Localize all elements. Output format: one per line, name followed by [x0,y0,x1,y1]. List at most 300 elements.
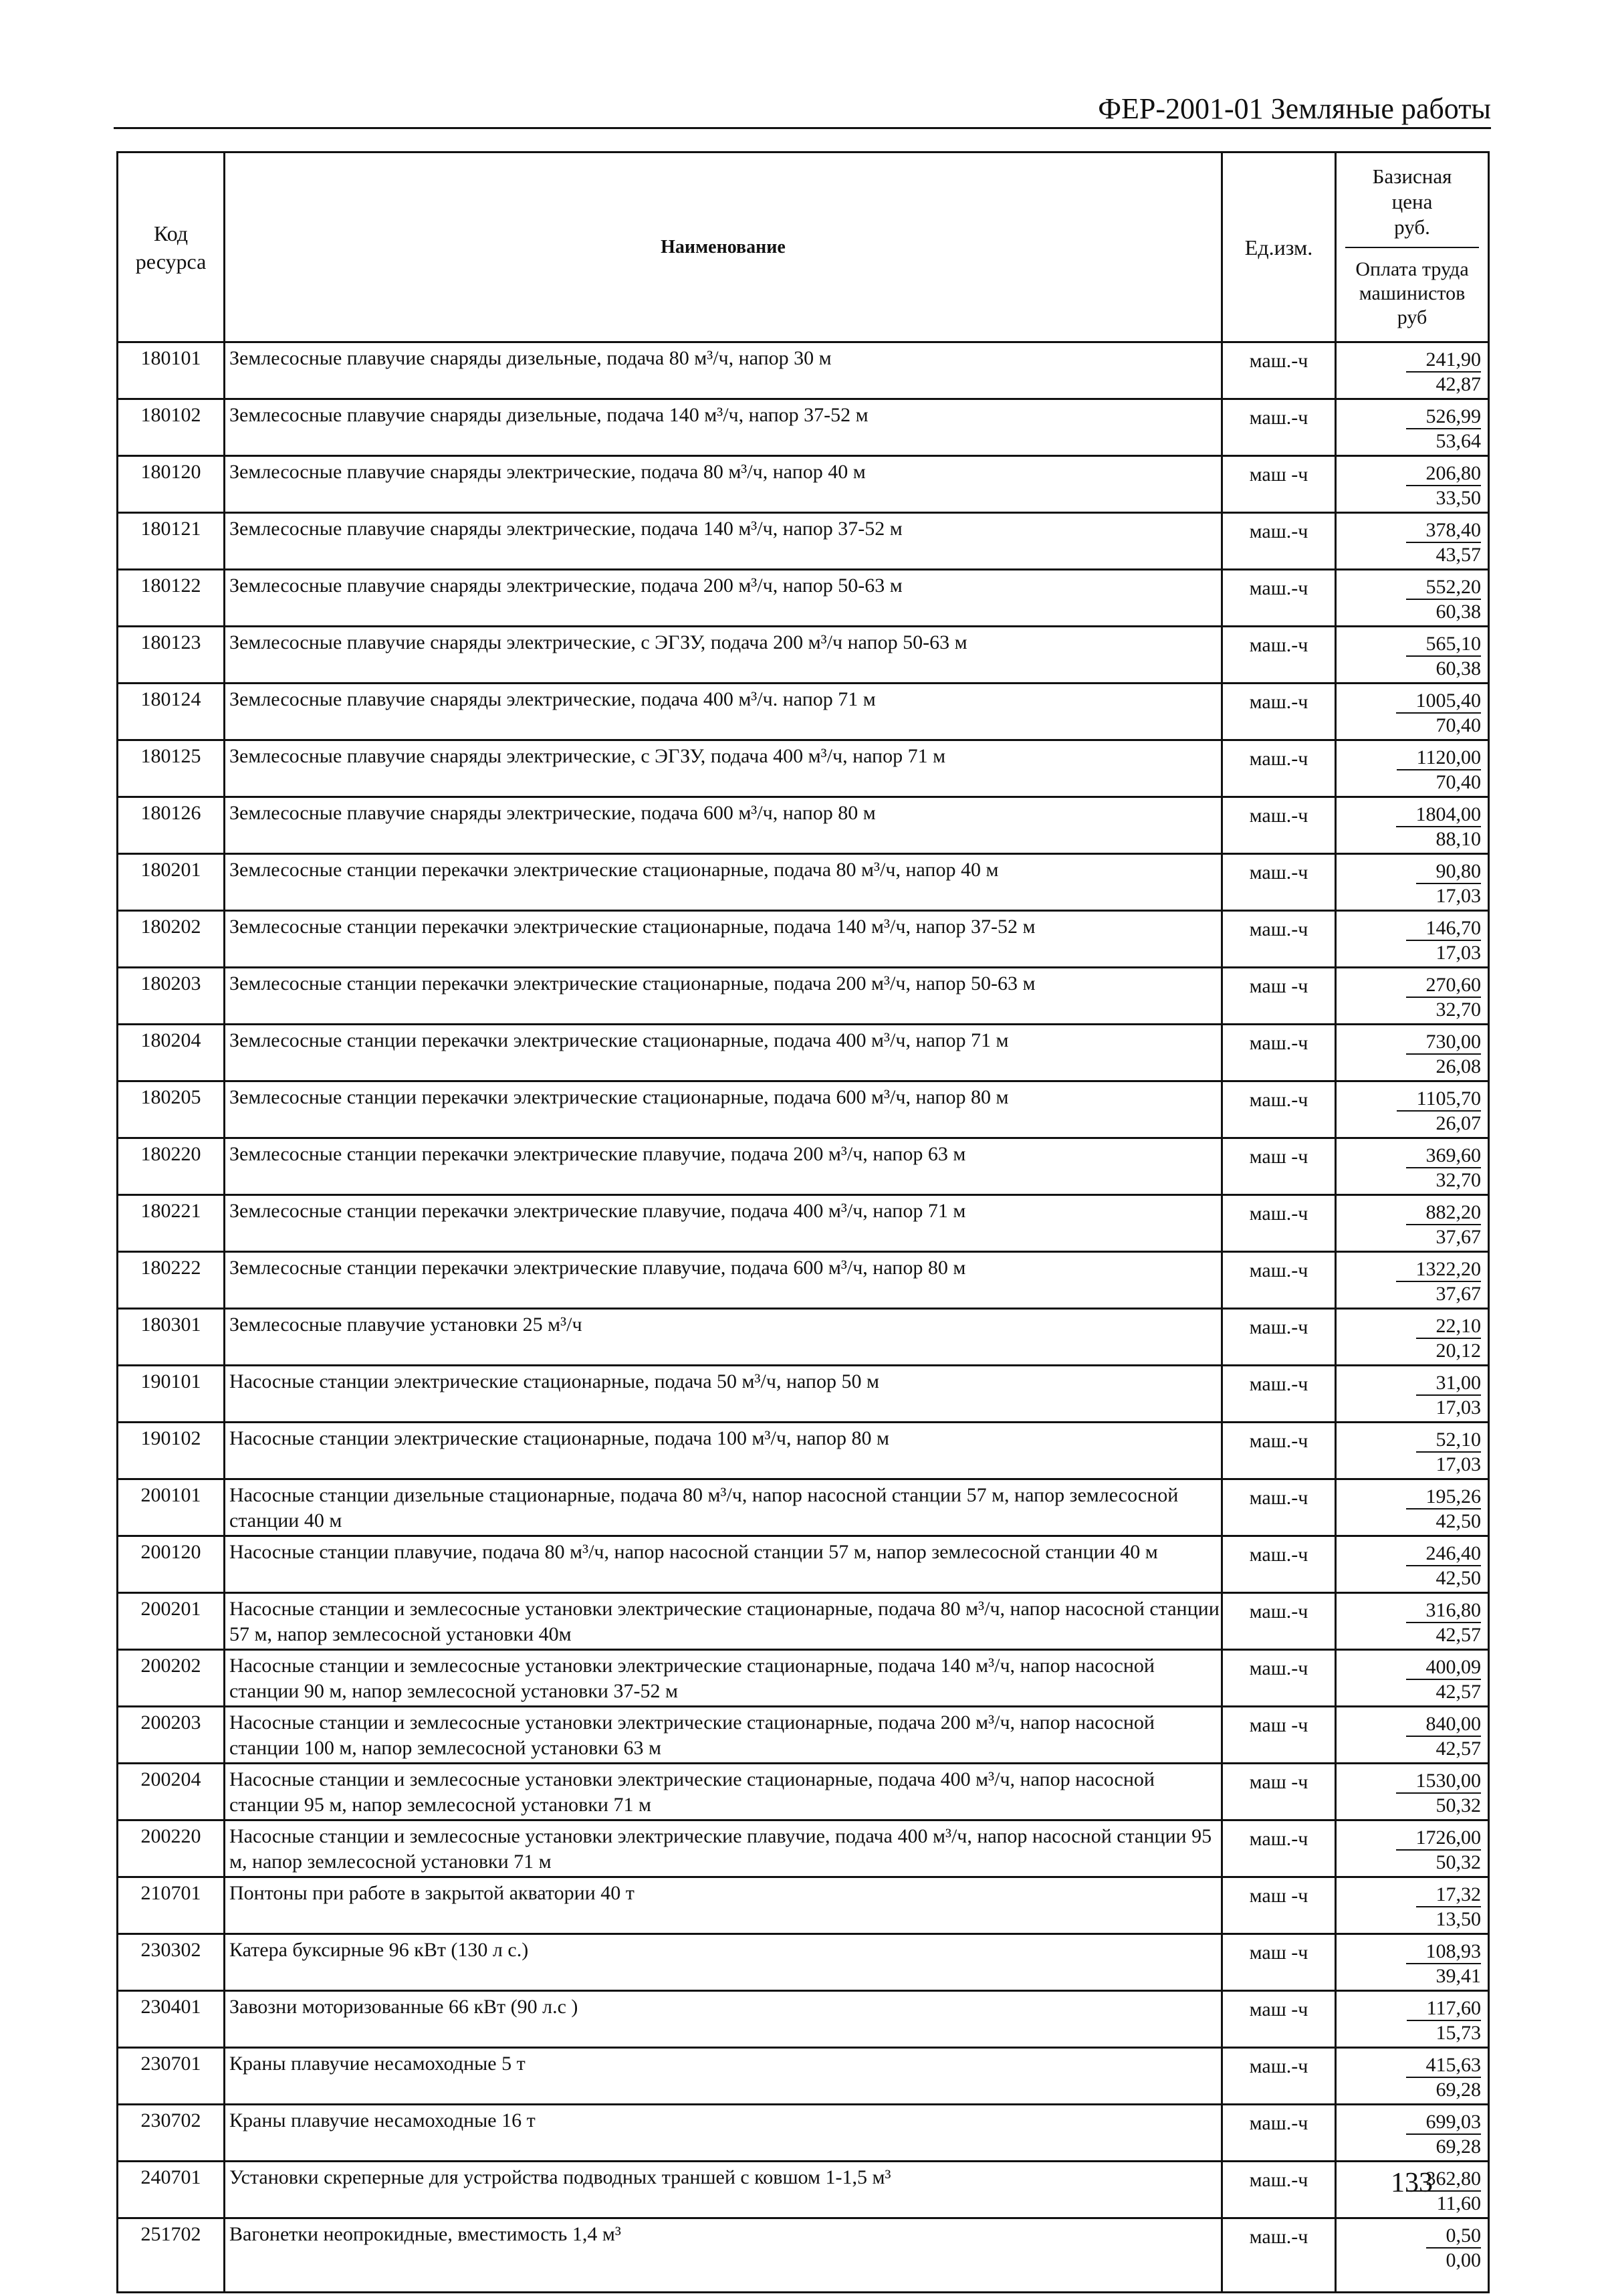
price-cell [1336,1366,1489,1423]
operator-wage-value: 42,50 [1436,1567,1481,1589]
resource-code-cell [118,968,225,1025]
resource-name: Краны плавучие несамоходные 16 т [229,2109,536,2131]
unit-cell [1222,1366,1336,1423]
unit-cell [1222,570,1336,627]
resource-name-cell [225,1309,1222,1366]
resource-name-cell [225,2105,1222,2162]
resource-code: 200120 [140,1541,201,1563]
resource-code-cell [118,1593,225,1650]
unit-header-label: Ед.изм. [1244,235,1313,259]
table-row [118,570,1489,627]
base-price-value: 882,20 [1406,1201,1482,1225]
unit-cell [1222,2105,1336,2162]
resource-code-cell [118,911,225,968]
price-cell [1336,1309,1489,1366]
operator-wage-value: 20,12 [1436,1340,1481,1362]
base-price-value: 316,80 [1406,1599,1482,1623]
price-cell [1336,1877,1489,1934]
header-rule [114,127,1491,129]
table-row [118,1309,1489,1366]
price-cell [1336,1650,1489,1707]
operator-wage-value: 70,40 [1436,714,1481,736]
table-row [118,1138,1489,1195]
unit-cell [1222,1764,1336,1820]
unit-cell [1222,740,1336,797]
resource-code-cell [118,740,225,797]
operator-wage-value: 37,67 [1436,1226,1481,1248]
table-row [118,1707,1489,1764]
resource-code-cell [118,1877,225,1934]
unit-cell [1222,513,1336,570]
unit-cell [1222,456,1336,513]
resource-code-cell [118,1934,225,1991]
resource-code-cell [118,456,225,513]
price-cell [1336,342,1489,399]
table-row [118,1479,1489,1536]
resource-name-cell [225,1877,1222,1934]
operator-wage-value: 32,70 [1436,1169,1481,1191]
unit-value: маш.-ч [1249,2226,1308,2248]
price-header-line3: руб. [1394,215,1430,239]
price-cell [1336,1025,1489,1081]
operator-wage-value: 26,07 [1436,1112,1481,1134]
resource-code-cell [118,1820,225,1877]
operator-wage-value: 50,32 [1436,1851,1481,1873]
resource-code-cell [118,854,225,911]
resource-code: 180120 [140,461,201,483]
base-price-value: 108,93 [1406,1940,1482,1964]
unit-value: маш.-ч [1249,918,1308,940]
operator-wage-value: 39,41 [1436,1965,1481,1987]
base-price-value: 31,00 [1416,1372,1482,1396]
resource-name-cell [225,1081,1222,1138]
price-header-line1: Базисная [1372,165,1452,188]
resource-name: Насосные станции и землесосные установки электрические плавучие, подача 400 м³/ч, напор насосной станции 95 м, напор землесосной установки 71 м [229,1825,1212,1873]
resource-name: Понтоны при работе в закрытой акватории 40 т [229,1882,635,1904]
table-row [118,1025,1489,1081]
operator-wage-value: 60,38 [1436,657,1481,680]
base-price-value: 526,99 [1406,405,1482,429]
column-header-price [1336,152,1489,342]
resource-name: Установки скреперные для устройства подводных траншей с ковшом 1-1,5 м³ [229,2166,891,2188]
base-price-value: 241,90 [1406,348,1482,373]
unit-cell [1222,797,1336,854]
base-price-value: 1726,00 [1396,1827,1482,1851]
resource-code: 180221 [140,1200,201,1222]
resource-code-cell [118,1366,225,1423]
resource-name: Насосные станции и землесосные установки электрические стационарные, подача 80 м³/ч, напор насосной станции 57 м, напор землесосной установки 40м [229,1598,1220,1645]
price-cell [1336,1138,1489,1195]
table-row [118,1423,1489,1479]
price-cell [1336,2105,1489,2162]
unit-cell [1222,2218,1336,2293]
resource-name-cell [225,1536,1222,1593]
table-row [118,968,1489,1025]
base-price-value: 1322,20 [1396,1258,1482,1282]
resource-name-cell [225,968,1222,1025]
base-price-value: 52,10 [1416,1429,1482,1453]
resource-name-cell [225,2048,1222,2105]
resource-code-cell [118,797,225,854]
resource-name-cell [225,1650,1222,1707]
resource-name-cell [225,1707,1222,1764]
column-header-name [225,152,1222,342]
base-price-value: 1804,00 [1396,803,1482,827]
unit-cell [1222,1593,1336,1650]
base-price-value: 1120,00 [1397,746,1481,770]
table-row [118,399,1489,456]
unit-cell [1222,911,1336,968]
operator-wage-value: 69,28 [1436,2079,1481,2101]
unit-value: маш -ч [1249,975,1308,997]
resource-code-cell [118,1423,225,1479]
resource-code: 180222 [140,1257,201,1279]
unit-value: маш.-ч [1249,2169,1308,2191]
unit-cell [1222,2162,1336,2218]
code-header-line2: ресурса [135,249,207,274]
resource-name-cell [225,1025,1222,1081]
table-row [118,513,1489,570]
unit-value: маш.-ч [1249,1032,1308,1054]
resource-code-cell [118,2162,225,2218]
price-cell [1336,1593,1489,1650]
operator-wage-value: 42,57 [1436,1681,1481,1703]
operator-wage-value: 26,08 [1436,1055,1481,1077]
resource-name-cell [225,1764,1222,1820]
unit-cell [1222,1081,1336,1138]
base-price-value: 206,80 [1406,462,1482,486]
resource-name: Землесосные плавучие снаряды электрические, с ЭГЗУ, подача 400 м³/ч, напор 71 м [229,745,946,767]
resource-code-cell [118,1536,225,1593]
resource-code-cell [118,627,225,684]
resource-code: 180203 [140,972,201,995]
code-header-line1: Код [153,221,189,245]
table-row [118,2218,1489,2293]
resource-price-table [116,151,1490,2293]
unit-value: маш.-ч [1249,1259,1308,1281]
resource-code: 200220 [140,1825,201,1847]
price-cell [1336,1081,1489,1138]
resource-name-cell [225,399,1222,456]
resource-code-cell [118,1650,225,1707]
resource-name: Землесосные станции перекачки электрические стационарные, подача 200 м³/ч, напор 50-63 м [229,972,1036,995]
resource-name-cell [225,1934,1222,1991]
table-header-row [118,152,1489,342]
unit-cell [1222,399,1336,456]
unit-value: маш.-ч [1249,577,1308,599]
resource-code: 210701 [140,1882,201,1904]
resource-code: 180301 [140,1314,201,1336]
unit-value: маш.-ч [1249,1089,1308,1111]
unit-value: маш.-ч [1249,1828,1308,1850]
resource-name: Землесосные плавучие снаряды дизельные, подача 140 м³/ч, напор 37-52 м [229,404,869,426]
operator-wage-value: 0,00 [1446,2249,1481,2271]
resource-name: Землесосные плавучие снаряды электрические, подача 400 м³/ч. напор 71 м [229,688,876,710]
price-cell [1336,1820,1489,1877]
price-cell [1336,1536,1489,1593]
unit-cell [1222,1820,1336,1877]
resource-code: 200203 [140,1711,201,1734]
operator-wage-value: 17,03 [1436,942,1481,964]
table-row [118,1252,1489,1309]
resource-code: 180204 [140,1029,201,1051]
operator-wage-value: 37,67 [1436,1283,1481,1305]
base-price-value: 146,70 [1406,917,1482,941]
unit-value: маш -ч [1249,1885,1308,1907]
operator-wage-value: 13,50 [1436,1908,1481,1930]
resource-name: Землесосные плавучие снаряды электрические, подача 140 м³/ч, напор 37-52 м [229,518,903,540]
operator-wage-value: 53,64 [1436,430,1481,452]
resource-name-cell [225,342,1222,399]
price-cell [1336,1195,1489,1252]
resource-name: Землесосные плавучие снаряды электрические, с ЭГЗУ, подача 200 м³/ч напор 50-63 м [229,631,967,653]
unit-cell [1222,684,1336,740]
unit-cell [1222,1479,1336,1536]
resource-name: Насосные станции электрические стационарные, подача 100 м³/ч, напор 80 м [229,1427,889,1449]
price-header-divider [1345,247,1479,248]
unit-cell [1222,1423,1336,1479]
resource-name: Насосные станции и землесосные установки электрические стационарные, подача 200 м³/ч, напор насосной станции 100 м, напор землесосной установки 63 м [229,1711,1155,1759]
resource-code: 200101 [140,1484,201,1506]
unit-value: маш.-ч [1249,1544,1308,1566]
resource-name-cell [225,456,1222,513]
unit-cell [1222,854,1336,911]
table-row [118,1877,1489,1934]
resource-code: 200201 [140,1598,201,1620]
table-row [118,1081,1489,1138]
base-price-value: 730,00 [1406,1031,1482,1055]
table-row [118,1593,1489,1650]
price-cell [1336,968,1489,1025]
price-header-line2: цена [1391,190,1433,213]
unit-value: маш.-ч [1249,861,1308,883]
resource-code: 180205 [140,1086,201,1108]
unit-value: маш.-ч [1249,1430,1308,1452]
resource-code-cell [118,399,225,456]
resource-name-cell [225,684,1222,740]
unit-value: маш.-ч [1249,1316,1308,1338]
table-row [118,456,1489,513]
resource-name-cell [225,1138,1222,1195]
base-price-value: 0,50 [1426,2224,1482,2249]
resource-name: Землесосные станции перекачки электрические плавучие, подача 600 м³/ч, напор 80 м [229,1257,966,1279]
base-price-value: 17,32 [1416,1883,1482,1907]
resource-name: Землесосные плавучие снаряды электрические, подача 200 м³/ч, напор 50-63 м [229,575,903,597]
resource-name: Насосные станции дизельные стационарные, подача 80 м³/ч, напор насосной станции 57 м, напор землесосной станции 40 м [229,1484,1179,1532]
wage-header-line2: машинистов [1359,282,1466,304]
base-price-value: 22,10 [1416,1315,1482,1339]
unit-value: маш.-ч [1249,634,1308,656]
table-row [118,627,1489,684]
price-cell [1336,2048,1489,2105]
operator-wage-value: 17,03 [1436,1396,1481,1419]
unit-value: маш.-ч [1249,407,1308,429]
resource-code: 230701 [140,2053,201,2075]
unit-cell [1222,1991,1336,2048]
unit-value: маш -ч [1249,1998,1308,2020]
base-price-value: 270,60 [1406,974,1482,998]
resource-code-cell [118,1081,225,1138]
resource-code: 230401 [140,1996,201,2018]
wage-header-line1: Оплата труда [1355,258,1469,280]
table-row [118,2105,1489,2162]
resource-name-cell [225,1366,1222,1423]
resource-code-cell [118,1252,225,1309]
table-row [118,854,1489,911]
resource-name: Завозни моторизованные 66 кВт (90 л.с ) [229,1996,578,2018]
resource-code: 180202 [140,916,201,938]
resource-name-cell [225,513,1222,570]
resource-code-cell [118,1195,225,1252]
table-row [118,1366,1489,1423]
resource-name: Землесосные плавучие снаряды дизельные, подача 80 м³/ч, напор 30 м [229,347,832,369]
resource-name: Катера буксирные 96 кВт (130 л с.) [229,1939,529,1961]
base-price-value: 1530,00 [1396,1770,1482,1794]
resource-code: 251702 [140,2223,201,2245]
operator-wage-value: 15,73 [1436,2022,1481,2044]
unit-value: маш -ч [1249,1146,1308,1168]
resource-name-cell [225,570,1222,627]
operator-wage-value: 42,87 [1436,373,1481,395]
resource-name: Насосные станции электрические стационарные, подача 50 м³/ч, напор 50 м [229,1370,879,1392]
unit-cell [1222,2048,1336,2105]
column-header-code [118,152,225,342]
base-price-value: 195,26 [1406,1485,1482,1509]
unit-value: маш -ч [1249,1771,1308,1793]
resource-name-cell [225,740,1222,797]
price-cell [1336,684,1489,740]
operator-wage-value: 42,57 [1436,1624,1481,1646]
unit-value: маш.-ч [1249,2112,1308,2134]
resource-name-cell [225,1820,1222,1877]
base-price-value: 246,40 [1406,1542,1482,1566]
operator-wage-value: 69,28 [1436,2135,1481,2158]
operator-wage-value: 17,03 [1436,885,1481,907]
base-price-value: 90,80 [1416,860,1482,884]
resource-code: 230702 [140,2109,201,2131]
price-cell [1336,1252,1489,1309]
price-cell [1336,1423,1489,1479]
base-price-value: 552,20 [1406,576,1482,600]
unit-cell [1222,1536,1336,1593]
resource-name-cell [225,911,1222,968]
resource-name-cell [225,627,1222,684]
unit-value: маш.-ч [1249,1487,1308,1509]
resource-code-cell [118,1479,225,1536]
unit-value: маш.-ч [1249,2055,1308,2077]
resource-name: Землесосные станции перекачки электрические плавучие, подача 200 м³/ч, напор 63 м [229,1143,966,1165]
operator-wage-value: 60,38 [1436,601,1481,623]
unit-cell [1222,968,1336,1025]
resource-name: Землесосные плавучие снаряды электрические, подача 600 м³/ч, напор 80 м [229,802,876,824]
resource-name: Землесосные плавучие установки 25 м³/ч [229,1314,582,1336]
base-price-value: 117,60 [1407,1997,1481,2021]
unit-cell [1222,627,1336,684]
unit-cell [1222,1650,1336,1707]
operator-wage-value: 33,50 [1436,487,1481,509]
resource-code-cell [118,1138,225,1195]
resource-name-cell [225,1479,1222,1536]
table-row [118,2162,1489,2218]
table-row [118,1991,1489,2048]
base-price-value: 400,09 [1406,1656,1482,1680]
resource-name-cell [225,1252,1222,1309]
resource-code-cell [118,570,225,627]
operator-wage-value: 42,50 [1436,1510,1481,1532]
unit-cell [1222,1195,1336,1252]
unit-value: маш.-ч [1249,1203,1308,1225]
price-cell [1336,2218,1489,2293]
unit-value: маш -ч [1249,1714,1308,1736]
resource-name: Землесосные станции перекачки электрические стационарные, подача 80 м³/ч, напор 40 м [229,859,999,881]
base-price-value: 362,80 [1406,2168,1482,2192]
resource-code: 200202 [140,1655,201,1677]
operator-wage-value: 42,57 [1436,1738,1481,1760]
resource-name-cell [225,2162,1222,2218]
operator-wage-value: 70,40 [1436,771,1481,793]
unit-cell [1222,1309,1336,1366]
base-price-value: 415,63 [1406,2054,1482,2078]
operator-wage-value: 17,03 [1436,1453,1481,1475]
unit-cell [1222,1252,1336,1309]
unit-value: маш.-ч [1249,520,1308,542]
resource-name: Насосные станции плавучие, подача 80 м³/ч, напор насосной станции 57 м, напор землесосной станции 40 м [229,1541,1158,1563]
resource-code: 180123 [140,631,201,653]
base-price-value: 378,40 [1406,519,1482,543]
base-price-value: 1105,70 [1397,1087,1481,1112]
base-price-value: 565,10 [1406,633,1482,657]
resource-name-cell [225,1195,1222,1252]
resource-code: 180122 [140,575,201,597]
price-cell [1336,740,1489,797]
table-row [118,740,1489,797]
price-cell [1336,1764,1489,1820]
column-header-unit [1222,152,1336,342]
resource-name-cell [225,1423,1222,1479]
resource-name-cell [225,2218,1222,2293]
resource-name-cell [225,1991,1222,2048]
table-row [118,1650,1489,1707]
resource-name: Землесосные станции перекачки электрические стационарные, подача 140 м³/ч, напор 37-52 м [229,916,1036,938]
price-cell [1336,1479,1489,1536]
resource-code-cell [118,1309,225,1366]
wage-header-line3: руб [1397,306,1427,328]
unit-value: маш.-ч [1249,1373,1308,1395]
resource-code: 200204 [140,1768,201,1790]
table-row [118,1934,1489,1991]
resource-code-cell [118,513,225,570]
resource-code-cell [118,1991,225,2048]
name-header-label: Наименование [661,236,786,257]
resource-code-cell [118,342,225,399]
resource-code: 190101 [140,1370,201,1392]
resource-name: Вагонетки неопрокидные, вместимость 1,4 м³ [229,2223,621,2245]
base-price-value: 699,03 [1406,2111,1482,2135]
unit-value: маш.-ч [1249,805,1308,827]
resource-code: 240701 [140,2166,201,2188]
unit-value: маш -ч [1249,463,1308,486]
unit-cell [1222,1025,1336,1081]
page-header-title: ФЕР-2001-01 Земляные работы [1098,92,1491,125]
unit-value: маш.-ч [1249,748,1308,770]
resource-name: Землесосные станции перекачки электрические плавучие, подача 400 м³/ч, напор 71 м [229,1200,966,1222]
unit-value: маш.-ч [1249,350,1308,372]
table-row [118,1764,1489,1820]
unit-value: маш.-ч [1249,1600,1308,1623]
price-cell [1336,513,1489,570]
table-row [118,911,1489,968]
unit-cell [1222,342,1336,399]
